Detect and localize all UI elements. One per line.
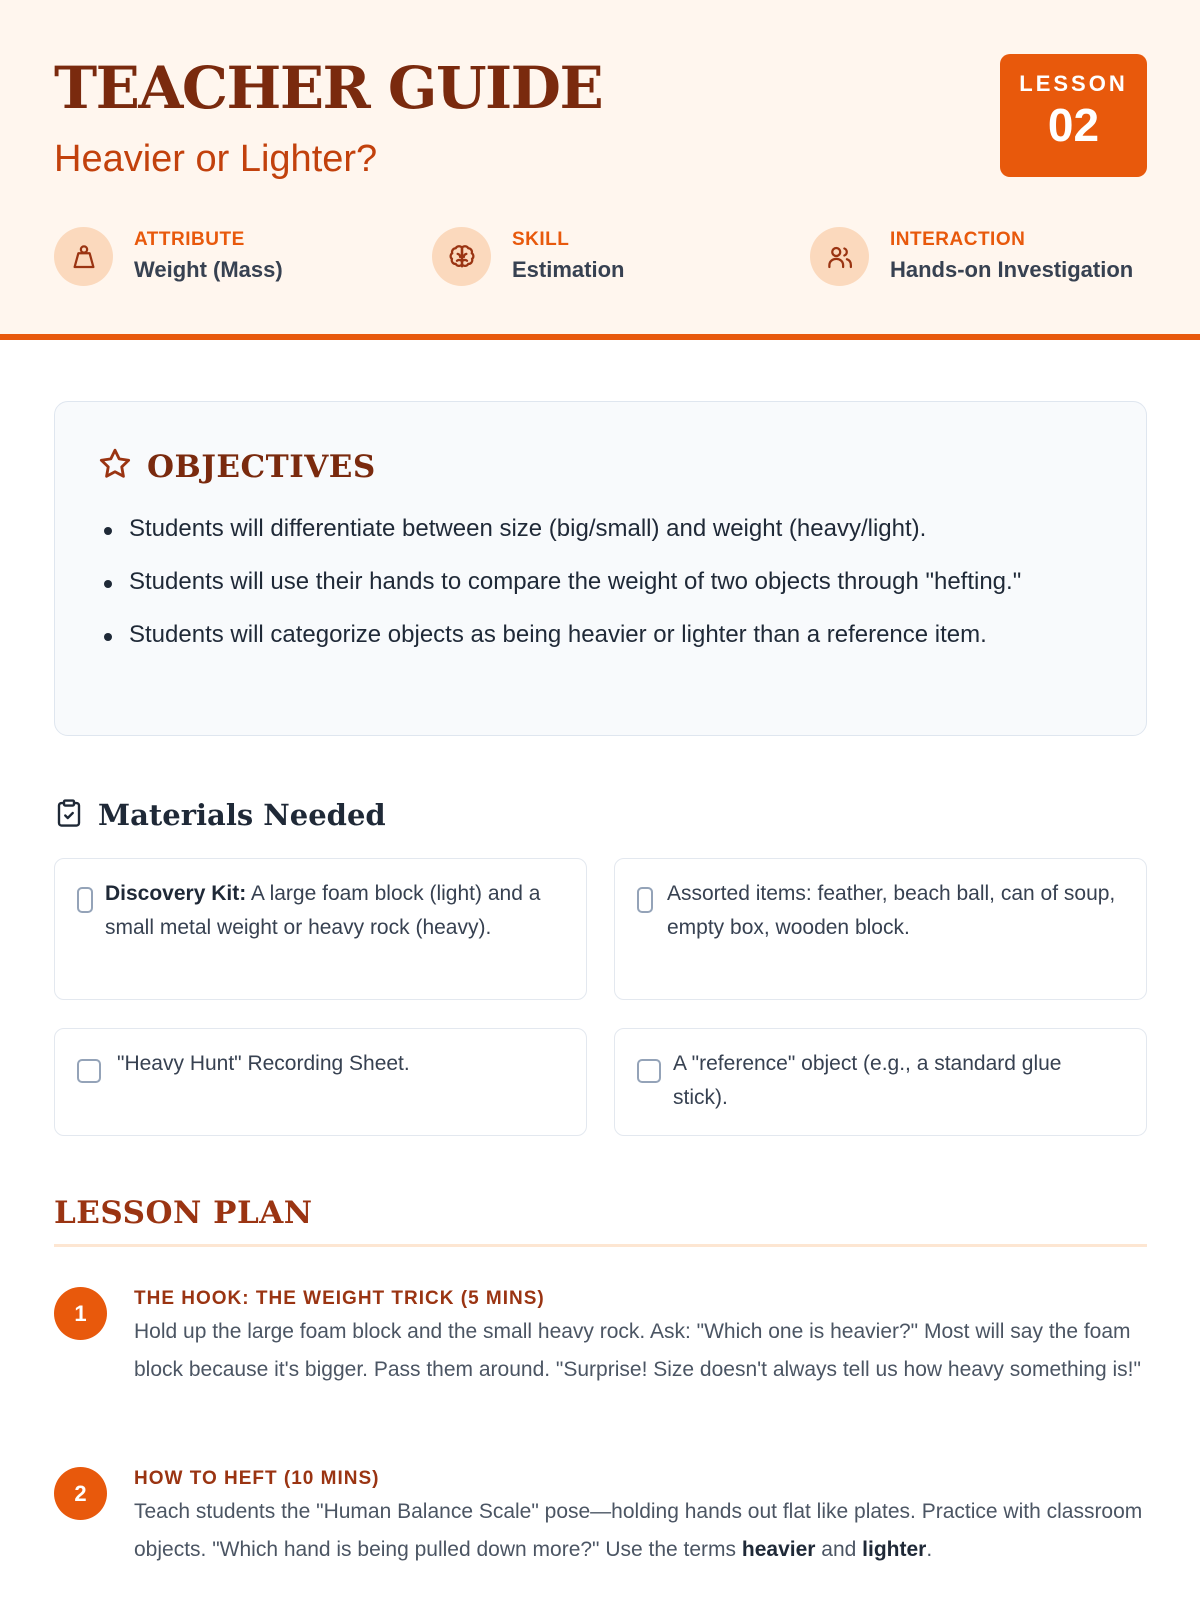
term-heavier: heavier xyxy=(741,1538,816,1561)
page-subtitle: Heavier or Lighter? xyxy=(54,138,378,180)
divider xyxy=(54,1244,1147,1247)
meta-value: Weight (Mass) xyxy=(134,257,283,282)
lesson-step xyxy=(54,1467,1147,1600)
users-icon xyxy=(810,227,869,286)
lesson-step xyxy=(54,1287,1147,1427)
material-item xyxy=(614,858,1147,1000)
material-checkbox[interactable] xyxy=(637,1059,661,1083)
clipboard-check-icon xyxy=(54,797,84,834)
lesson-label: LESSON xyxy=(1019,71,1128,96)
materials-title: Materials Needed xyxy=(98,798,386,832)
meta-label: ATTRIBUTE xyxy=(134,229,245,250)
material-text: "Heavy Hunt" Recording Sheet. xyxy=(117,1052,410,1075)
objectives-list xyxy=(129,509,1129,668)
meta-label: INTERACTION xyxy=(890,229,1026,250)
lesson-plan-title: LESSON PLAN xyxy=(54,1195,313,1231)
step-body: Teach students the "Human Balance Scale" pose—holding hands out flat like plates. Practice with classroom objects. "Which hand is being pulled down more?" Use the terms heavier and lighter. xyxy=(134,1500,1143,1561)
term-lighter: lighter xyxy=(862,1538,927,1561)
materials-heading xyxy=(54,796,386,834)
meta-value: Hands-on Investigation xyxy=(890,257,1134,282)
objective-item: Students will categorize objects as being heavier or lighter than a reference item. xyxy=(129,615,1129,655)
step-number: 2 xyxy=(54,1467,107,1520)
page-header xyxy=(0,0,1200,340)
objectives-card xyxy=(54,401,1147,736)
material-bold-label: Discovery Kit: xyxy=(105,882,247,905)
material-checkbox[interactable] xyxy=(77,1059,101,1083)
step-number: 1 xyxy=(54,1287,107,1340)
brain-icon xyxy=(432,227,491,286)
material-item xyxy=(54,858,587,1000)
material-text: A "reference" object (e.g., a standard glue stick). xyxy=(673,1052,1062,1109)
step-title: HOW TO HEFT (10 MINS) xyxy=(134,1468,380,1489)
weight-icon xyxy=(54,227,113,286)
lesson-number: 02 xyxy=(1047,99,1100,151)
page-title: TEACHER GUIDE xyxy=(54,54,603,122)
star-icon xyxy=(97,446,133,487)
material-checkbox[interactable] xyxy=(637,887,653,913)
step-body: Hold up the large foam block and the small heavy rock. Ask: "Which one is heavier?" Most will say the foam block because it's bigger. Pass them around. "Surprise! Size doesn't always tell us how heavy something is!" xyxy=(134,1320,1141,1381)
lesson-badge xyxy=(1000,54,1147,177)
material-item xyxy=(614,1028,1147,1136)
meta-label: SKILL xyxy=(512,229,570,250)
objective-item: Students will use their hands to compare the weight of two objects through "hefting." xyxy=(129,562,1129,602)
meta-value: Estimation xyxy=(512,257,625,282)
step-title: THE HOOK: THE WEIGHT TRICK (5 MINS) xyxy=(134,1288,545,1309)
objectives-title: OBJECTIVES xyxy=(147,448,376,485)
objective-item: Students will differentiate between size (big/small) and weight (heavy/light). xyxy=(129,509,1129,549)
material-item xyxy=(54,1028,587,1136)
material-text: Assorted items: feather, beach ball, can of soup, empty box, wooden block. xyxy=(667,882,1116,939)
objectives-heading xyxy=(97,446,376,487)
material-text: Discovery Kit: A large foam block (light) and a small metal weight or heavy rock (heavy). xyxy=(105,882,541,939)
material-checkbox[interactable] xyxy=(77,887,93,913)
